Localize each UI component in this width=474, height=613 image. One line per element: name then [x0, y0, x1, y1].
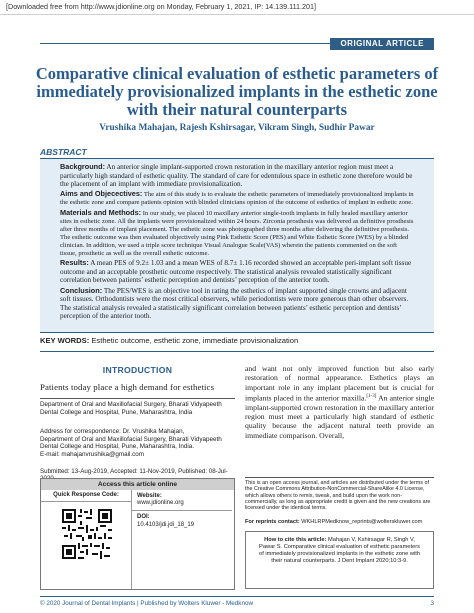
how-to-cite-box — [245, 531, 434, 589]
how-to-cite-text: Mahajan V, Kshirsagar R, Singh V, Pawar S. Comparative clinical evaluation of esthetic parameters of immediately provisionalized implants in the esthetic zone with their natural counterparts. J Dent Implant 2020;10:3-9. — [259, 537, 420, 564]
abstract-methods-label: Materials and Methods: — [60, 207, 142, 217]
doi-label: DOI: — [137, 514, 150, 521]
access-online-box — [40, 478, 235, 590]
page-footer — [40, 600, 434, 607]
abstract-conclusion-label: Conclusion: — [60, 285, 103, 295]
affiliation: Department of Oral and Maxillofacial Surgery, Bharati Vidyapeeth Dental College and Hospital, Pune, Maharashtra, India — [40, 401, 222, 416]
correspondence-name: Dr. Vrushika Mahajan, — [122, 428, 185, 435]
article-title: Comparative clinical evaluation of esthetic parameters of immediately provisionalized implants in the esthetic zone with their natural counterparts — [35, 64, 439, 119]
keywords-line — [40, 336, 434, 345]
author-list: Vrushika Mahajan, Rajesh Kshirsagar, Vikram Singh, Sudhir Pawar — [99, 123, 375, 133]
affiliation-rule — [40, 398, 235, 399]
introduction-body — [245, 364, 434, 440]
correspondence-address: Department of Oral and Maxillofacial Surgery, Bharati Vidyapeeth Dental College and Hospital, Pune, Maharashtra, India. — [40, 435, 222, 451]
keywords-label: KEY WORDS: — [40, 336, 90, 345]
access-online-heading: Access this article online — [41, 479, 234, 490]
page-number: 3 — [430, 600, 434, 607]
abstract-background-text: An anterior single implant-supported crown restoration in the maxillary anterior region must meet a particularly high standard of esthetic quality. The standard of care for edentulous space in esthetic zone therefore would be the placement of an implant with immediate provisionalization. — [60, 163, 413, 189]
website-label: Website: — [137, 493, 162, 499]
abstract-background — [60, 163, 414, 189]
access-details — [137, 493, 232, 529]
abstract-methods-text: In our study, we placed 10 maxillary anterior single-tooth implants in fully healed maxillary anterior sites in esthetic zone. All the implants were provisionalized within 24 hours. Zirconia prosthesis was delivered as definitive prosthesis after three months of implant placement. The esthetic zone was photographed three months after delivering the definitive prosthesis. The esthetic outcome was then evaluated objectively using Pink Esthetic Score (PES) and White Esthetic Score (WES) by a blinded clinician. In addition, we used a triple score technique Visual Analogue Scale(VAS) wherein the patients commented on the soft tissue, prosthetic as well as the overall esthetic outcome. — [60, 209, 414, 257]
article-type-header — [40, 38, 434, 50]
intro-paragraph-1 — [245, 364, 434, 440]
abstract-methods — [60, 209, 414, 258]
abstract-results — [60, 259, 414, 285]
abstract-aims — [60, 190, 414, 207]
citation-ref[interactable]: [1-3] — [366, 393, 377, 399]
access-divider — [131, 510, 232, 511]
qr-code-cell — [41, 501, 132, 589]
qr-code-icon[interactable] — [62, 509, 112, 559]
abstract-aims-text: The aim of this study is to evaluate the esthetic parameters of immediately provisionalized implants in the esthetic zone and compare patients opinion with blinded clinicians opinion of the outcome of esthetics of implant in esthetic zone. — [60, 191, 414, 207]
footer-rule — [40, 596, 434, 597]
keywords-rule — [40, 351, 434, 352]
submission-dates: Submitted: 13-Aug-2019, Accepted: 11-Nov-2019, Published: 08-Jul- — [40, 468, 228, 475]
qr-code-label: Quick Response Code: — [41, 490, 132, 502]
correspondence-email[interactable]: E-mail: mahajanvrushika@gmail.com — [40, 450, 145, 458]
abstract-box — [40, 158, 434, 333]
article-type-badge: ORIGINAL ARTICLE — [330, 38, 434, 50]
reprints-label: For reprints contact: — [245, 519, 300, 525]
open-access-rule — [245, 477, 434, 478]
website-link[interactable]: www.jdionline.org — [137, 500, 184, 507]
abstract-background-label: Background: — [60, 162, 105, 171]
intro-paragraph-2-text: An anterior single implant-supported crown restoration in the maxillary anterior region must meet a particularly high standard of esthetic quality because the adjacent natural teeth provide an immediate comparison. Overall, — [245, 393, 434, 440]
abstract-aims-label: Aims and Objecectives: — [60, 189, 143, 199]
correspondence — [40, 428, 235, 458]
correspondence-label: Address for correspondence: — [40, 428, 121, 435]
introduction-heading: INTRODUCTION — [102, 365, 173, 375]
download-banner — [0, 0, 474, 15]
reprints-email[interactable]: WKHLRPMedknow_reprints@wolterskluwer.com — [301, 519, 423, 525]
introduction-lead: Patients today place a high demand for esthetics — [40, 382, 215, 392]
doi-link[interactable]: 10.4103/jdi.jdi_18_19 — [137, 521, 195, 528]
download-banner-text: [Downloaded free from http://www.jdionline.org on Monday, February 1, 2021, IP: 14.139.111.201] — [6, 2, 317, 11]
reprints-line — [245, 519, 434, 525]
keywords-text: Esthetic outcome, esthetic zone, immediate provisionalization — [91, 336, 299, 345]
abstract-conclusion-text: The PES/WES is an objective tool in rating the esthetics of implant supported single crowns and adjacent soft tissues. Orthodontists were the most critical observers, while periodontists were more generous than other observers. The statistical analysis revealed a statistically significant correlation between patients’ esthetic perception and dentists’ perception of the anterior tooth. — [60, 286, 409, 321]
abstract-conclusion — [60, 287, 414, 321]
footer-publisher: © 2020 Journal of Dental Implants | Published by Wolters Kluwer - Medknow — [40, 600, 254, 607]
abstract-heading: ABSTRACT — [40, 147, 87, 157]
abstract-results-text: A mean PES of 9.2± 1.03 and a mean WES of 8.7± 1.16 recorded showed an acceptable peri-implant soft tissue outcome and an acceptable prosthetic outcome respectively. The statistical analysis revealed statistically significant correlation between patients’ esthetic perception and dentists’ perception of the anterior tooth. — [60, 259, 412, 285]
intro-paragraph-1-text: and want not only improved function but also early restoration of normal appearance. Esthetics plays an important role in any implant placement but is crucial for implants placed in the anterior maxilla. — [245, 364, 434, 403]
abstract-results-label: Results: — [60, 258, 89, 268]
how-to-cite-label: How to cite this article: — [264, 537, 327, 543]
open-access-statement: This is an open access journal, and articles are distributed under the terms of the Creative Commons Attribution-NonCommercial-ShareAlike 4.0 License, which allows others to remix, tweak, and build upon the work non-commercially, as long as appropriate credit is given and the new creations are licensed under the identical terms. — [245, 480, 431, 512]
